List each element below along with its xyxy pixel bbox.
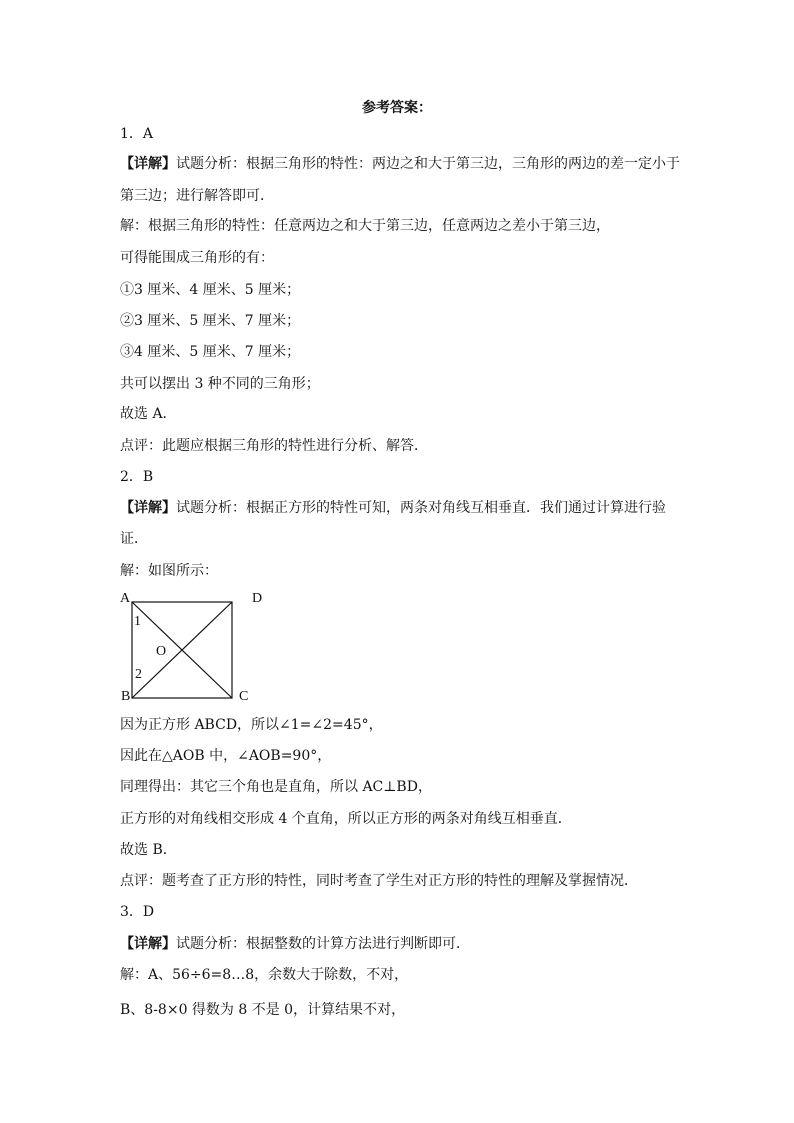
q2-analysis-text-1: 试题分析：根据正方形的特性可知，两条对角线互相垂直．我们通过计算进行验 [176, 500, 666, 516]
q2-analysis-line-2: 证． [120, 531, 148, 547]
q1-analysis-line-2: 第三边；进行解答即可． [120, 188, 274, 204]
q3-solution-b: B、8-8×0 得数为 8 不是 0，计算结果不对， [120, 1002, 406, 1018]
q3-number: 3．D [120, 904, 155, 920]
label-angle-2: 2 [135, 667, 142, 682]
q1-option-1: ①3 厘米、4 厘米、5 厘米； [120, 282, 301, 298]
q1-solution-line-2: 可得能围成三角形的有： [120, 250, 274, 266]
q1-analysis-text-1: 试题分析：根据三角形的特性：两边之和大于第三边，三角形的两边的差一定小于 [176, 156, 680, 172]
q2-choice: 故选 B． [120, 842, 177, 858]
q2-number: 2．B [120, 469, 154, 485]
page-title: 参考答案： [362, 100, 432, 116]
q1-total: 共可以摆出 3 种不同的三角形； [120, 376, 320, 392]
q1-number: 1．A [120, 126, 154, 142]
q2-step-2: 因此在△AOB 中，∠AOB=90°， [120, 748, 332, 764]
label-center-o: O [156, 644, 167, 659]
label-vertex-b: B [121, 689, 131, 704]
q1-solution-line-1: 解：根据三角形的特性：任意两边之和大于第三边，任意两边之差小于第三边， [120, 218, 610, 234]
q2-step-1: 因为正方形 ABCD，所以∠1=∠2=45°， [120, 717, 383, 733]
q2-detail-tag: 【详解】 [120, 500, 176, 516]
q3-detail-tag: 【详解】 [120, 936, 176, 952]
q1-comment: 点评：此题应根据三角形的特性进行分析、解答． [120, 438, 428, 454]
q2-comment: 点评：题考查了正方形的特性，同时考查了学生对正方形的特性的理解及掌握情况． [120, 873, 638, 889]
q1-option-2: ②3 厘米、5 厘米、7 厘米； [120, 313, 301, 329]
q2-step-4: 正方形的对角线相交形成 4 个直角，所以正方形的两条对角线互相垂直． [120, 811, 572, 827]
q2-step-3: 同理得出：其它三个角也是直角，所以 AC⊥BD， [120, 779, 432, 795]
q1-detail-tag: 【详解】 [120, 156, 176, 172]
label-vertex-d: D [252, 591, 263, 606]
q2-analysis-line-1 [120, 498, 666, 518]
label-vertex-a: A [120, 591, 131, 606]
q2-solution-line-1: 解：如图所示： [120, 563, 218, 579]
q3-analysis-line-1 [120, 934, 470, 954]
q3-solution-a: 解：A、56÷6=8…8，余数大于除数，不对， [120, 967, 409, 983]
square-diagram [110, 584, 280, 706]
q1-option-3: ③4 厘米、5 厘米、7 厘米； [120, 344, 301, 360]
label-angle-1: 1 [134, 614, 141, 629]
label-vertex-c: C [239, 689, 249, 704]
q3-analysis-text-1: 试题分析：根据整数的计算方法进行判断即可． [176, 936, 470, 952]
q1-analysis-line-1 [120, 154, 680, 174]
q1-choice: 故选 A． [120, 406, 177, 422]
